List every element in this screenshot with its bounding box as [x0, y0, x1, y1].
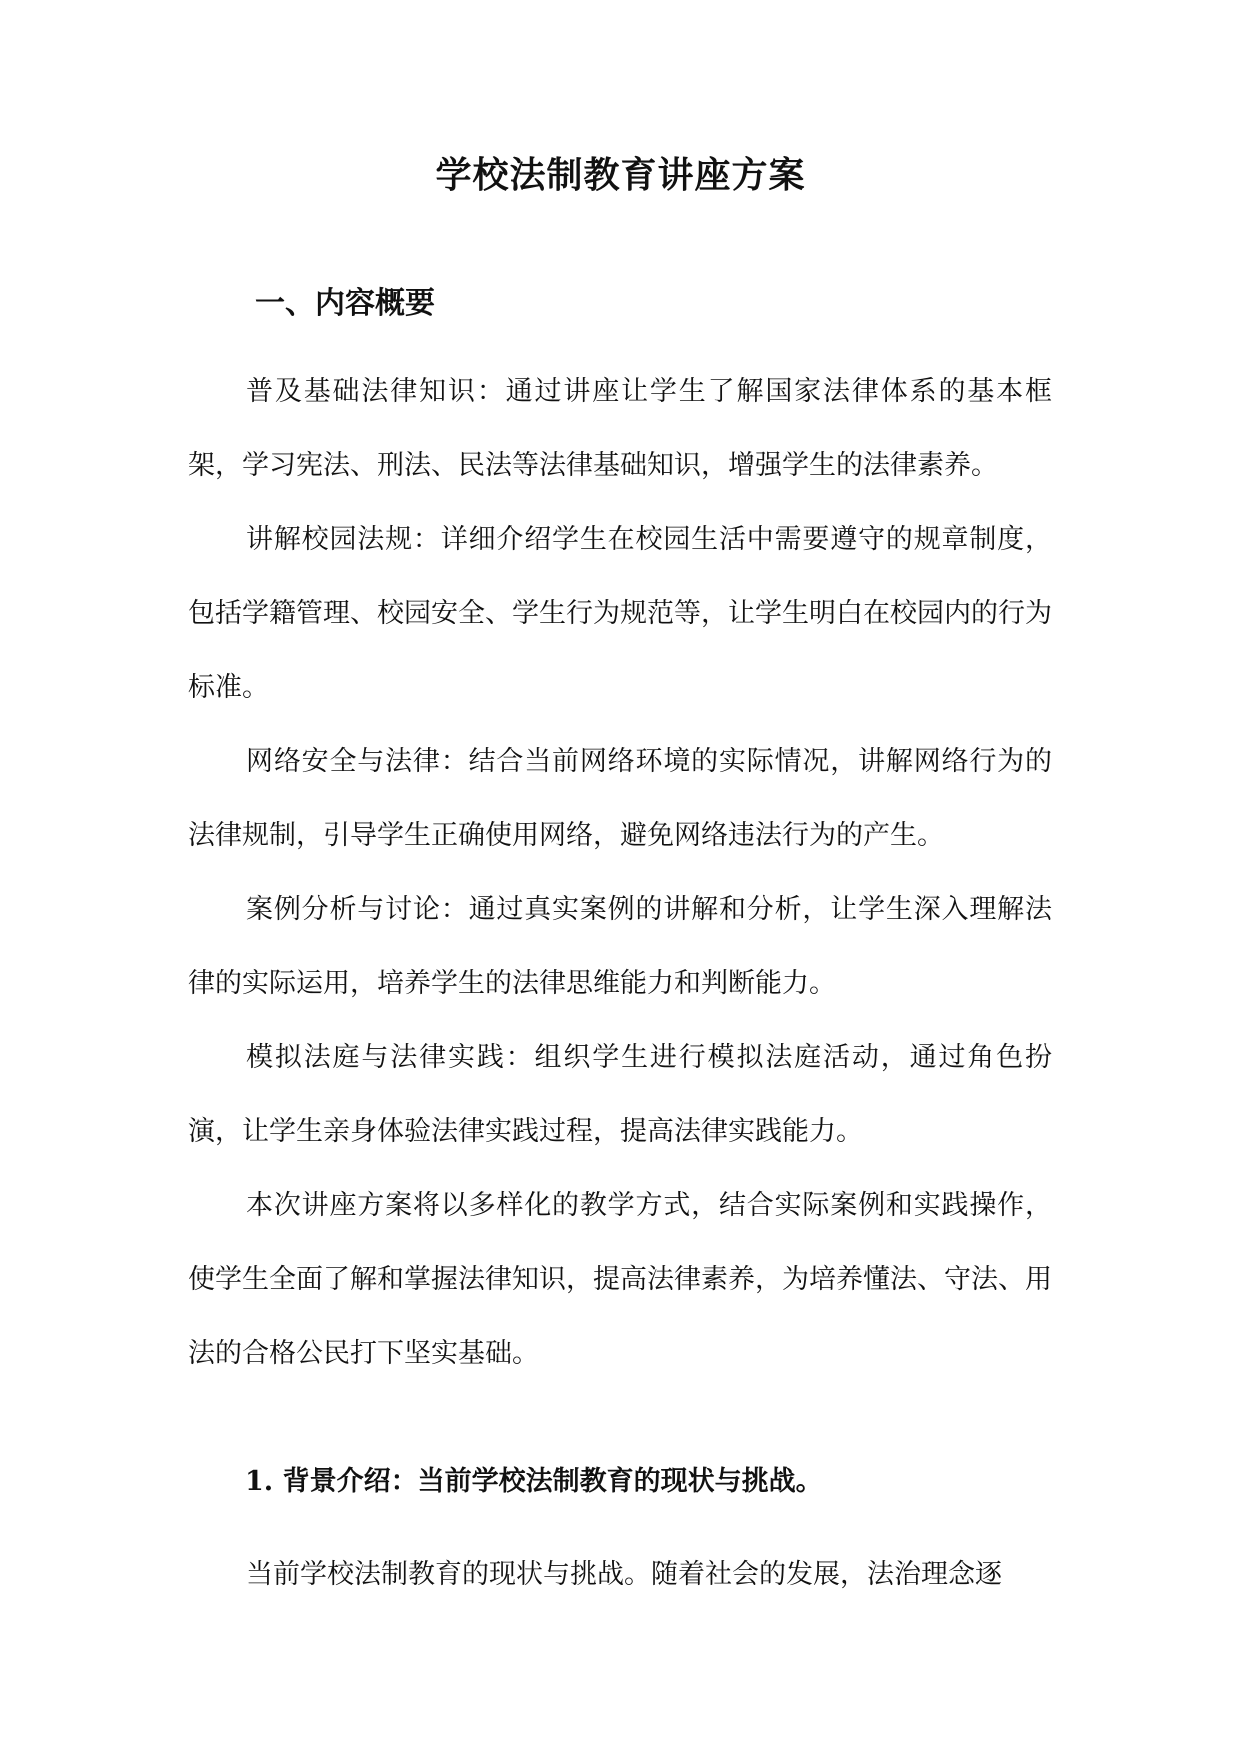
paragraph: 模拟法庭与法律实践：组织学生进行模拟法庭活动，通过角色扮演，让学生亲身体验法律实践过程，提高法律实践能力。	[188, 1042, 1052, 1147]
document-title: 学校法制教育讲座方案	[435, 154, 806, 196]
paragraph: 本次讲座方案将以多样化的教学方式，结合实际案例和实践操作，使学生全面了解和掌握法律知识，提高法律素养，为培养懂法、守法、用法的合格公民打下坚实基础。	[188, 1190, 1052, 1369]
paragraph: 普及基础法律知识：通过讲座让学生了解国家法律体系的基本框架，学习宪法、刑法、民法等法律基础知识，增强学生的法律素养。	[188, 376, 1052, 481]
paragraph: 讲解校园法规：详细介绍学生在校园生活中需要遵守的规章制度，包括学籍管理、校园安全、学生行为规范等，让学生明白在校园内的行为标准。	[188, 524, 1052, 703]
paragraph: 网络安全与法律：结合当前网络环境的实际情况，讲解网络行为的法律规制，引导学生正确使用网络，避免网络违法行为的产生。	[188, 746, 1052, 851]
paragraph: 案例分析与讨论：通过真实案例的讲解和分析，让学生深入理解法律的实际运用，培养学生的法律思维能力和判断能力。	[188, 894, 1052, 999]
subsection-paragraph: 当前学校法制教育的现状与挑战。随着社会的发展，法治理念逐	[246, 1559, 1002, 1590]
section-heading: 一、内容概要	[255, 286, 435, 321]
subsection-heading: 1. 背景介绍：当前学校法制教育的现状与挑战。	[245, 1466, 823, 1497]
